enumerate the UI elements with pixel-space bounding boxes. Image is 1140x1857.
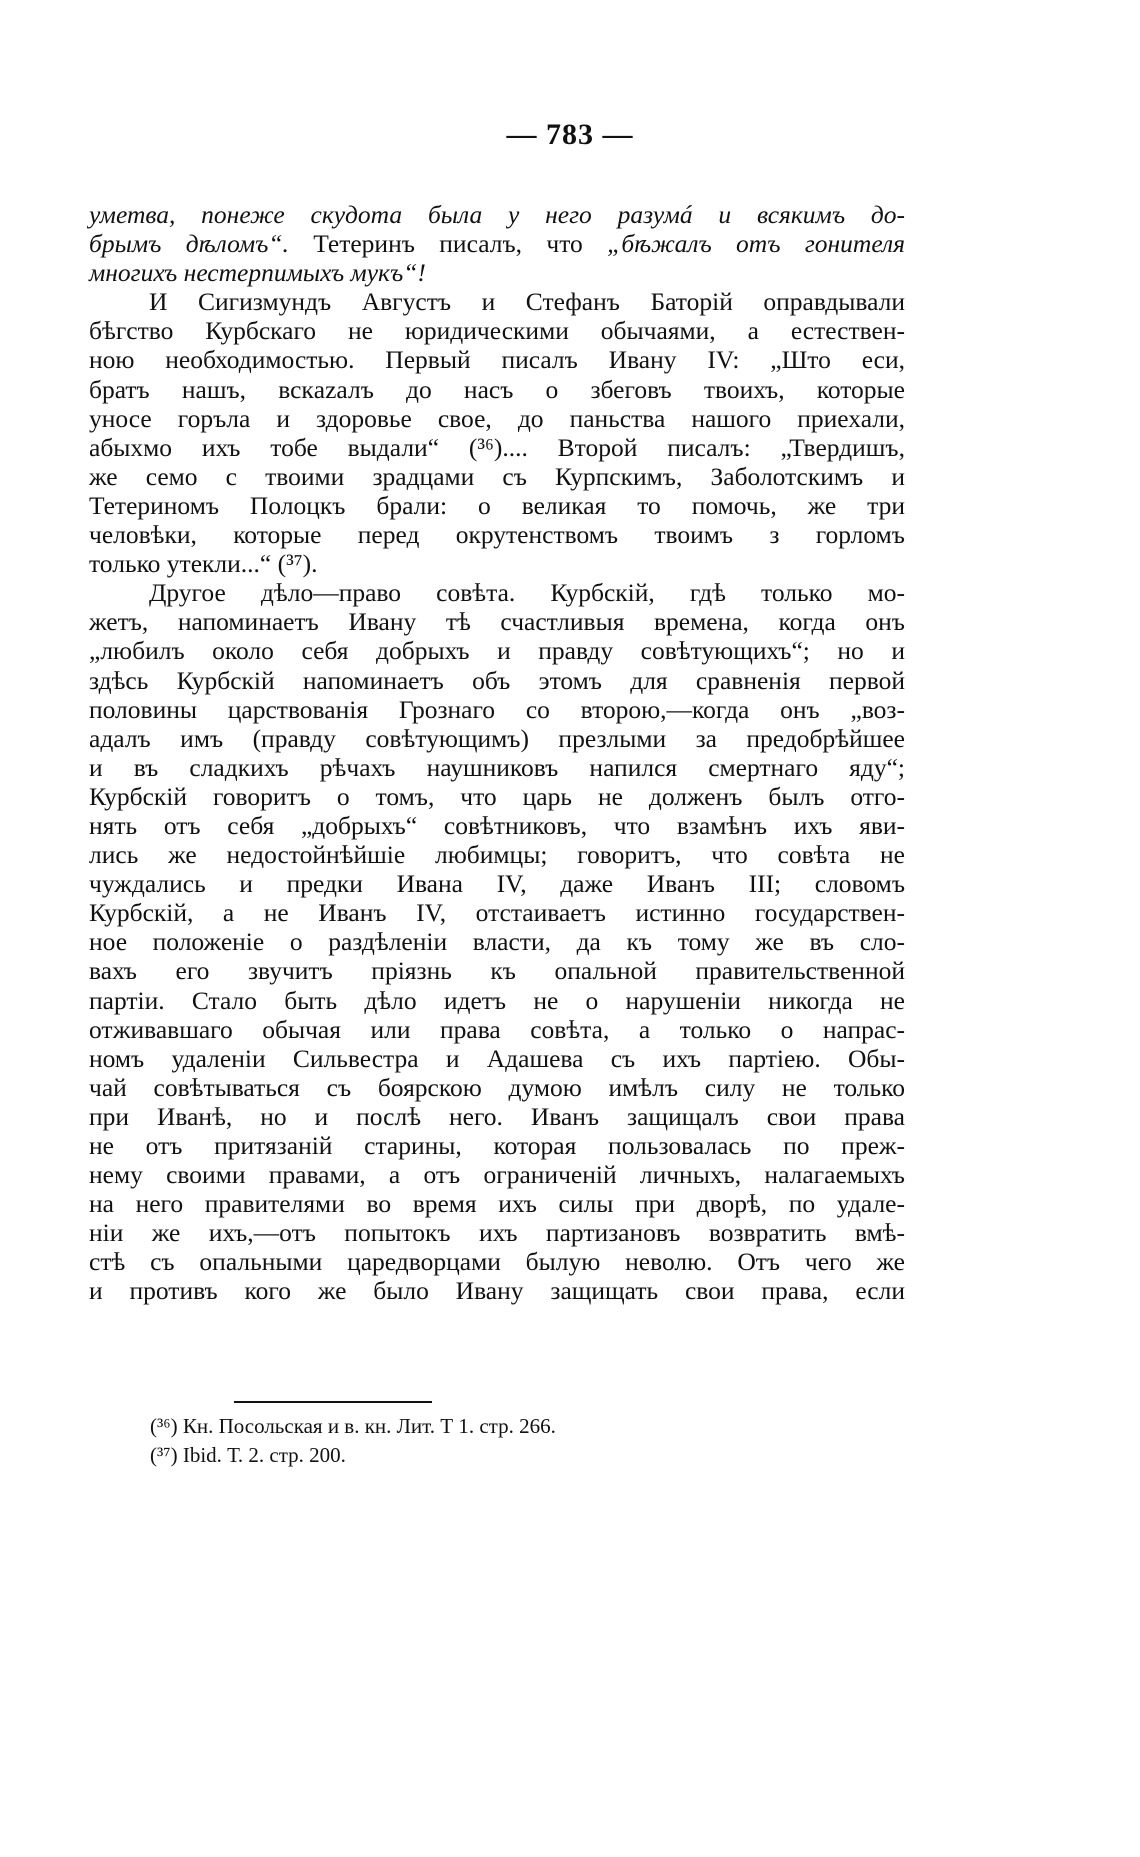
text-line: чуждались и предки Ивана IV, даже Иванъ III; словомъ xyxy=(89,869,905,899)
text-line: нему своими правами, а отъ ограниченій личныхъ, налагаемыхъ xyxy=(89,1160,905,1190)
text-line: на него правителями во время ихъ силы при дворѣ, по удале- xyxy=(89,1189,905,1219)
text-line: Другое дѣло—право совѣта. Курбскій, гдѣ только мо- xyxy=(149,578,905,608)
page-number: — 783 — xyxy=(506,118,634,151)
text-line: Тетериномъ Полоцкъ брали: о великая то помочь, же три xyxy=(89,490,905,520)
text-line: при Иванѣ, но и послѣ него. Иванъ защищалъ свои права xyxy=(89,1101,905,1131)
text-line: братъ нашъ, вскazалъ до насъ о збеговъ твоихъ, которые xyxy=(89,374,905,404)
text-line: и въ сладкихъ рѣчахъ наушниковъ напился смертнаго яду“; xyxy=(89,752,905,782)
footnotes xyxy=(150,1412,850,1470)
text-line: чай совѣтываться съ боярскою думою имѣлъ силу не только xyxy=(89,1072,905,1102)
text-line: И Сигизмундъ Августъ и Стефанъ Баторій оправдывали xyxy=(149,287,905,317)
text-line: Курбскій, а не Иванъ IV, отстаиваетъ истинно государствен- xyxy=(89,898,905,928)
text-line: же семо с твоими зрадцами съ Курпскимъ, Заболотскимъ и xyxy=(89,461,905,491)
text-line: только утекли...“ (³⁷). xyxy=(89,549,318,579)
text-line: отживавшаго обычая или права совѣта, а только о напрас- xyxy=(89,1014,905,1044)
footnote-37: (³⁷) Ibid. Т. 2. стр. 200. xyxy=(150,1443,346,1467)
text-line: адалъ имъ (правду совѣтующимъ) презлыми за предобрѣйшее xyxy=(89,723,905,753)
text-line: номъ удаленіи Сильвестра и Адашева съ ихъ партіею. Обы- xyxy=(89,1043,905,1073)
text-segment: Тетеринъ писалъ, что xyxy=(313,229,608,259)
text-line: „любилъ около себя добрыхъ и правду совѣтующихъ“; но и xyxy=(89,636,905,666)
text-line: лись же недостойнѣйшіе любимцы; говоритъ, что совѣта не xyxy=(89,840,905,870)
text-line: жетъ, напоминаетъ Ивану тѣ счастливыя времена, когда онъ xyxy=(89,607,905,637)
text-line: и противъ кого же было Ивану защищать свои права, если xyxy=(89,1276,905,1306)
text-line: ніи же ихъ,—отъ попытокъ ихъ партизановъ возвратить вмѣ- xyxy=(89,1218,905,1248)
text-line: ною необходимостью. Первый писалъ Ивану IV: „Што еси, xyxy=(89,345,905,375)
text-line: абыхмо ихъ тобе выдали“ (³⁶).... Второй писалъ: „Твердишъ, xyxy=(89,432,905,462)
text-line: бѣгство Курбскаго не юридическими обычаями, а естествен- xyxy=(89,316,905,346)
text-line: уметва, понеже скудота была у него разумá и всякимъ до- xyxy=(89,200,905,229)
text-segment: брымъ дѣломъ“. xyxy=(89,229,314,259)
text-line: уносе горъла и здоровье свое, до паньства нашого приехали, xyxy=(89,403,905,433)
text-line: партіи. Стало быть дѣло идетъ не о нарушеніи никогда не xyxy=(89,985,905,1015)
text-line: половины царствованія Грознаго со второю,—когда онъ „воз- xyxy=(89,694,905,724)
body-text xyxy=(89,200,905,1306)
text-line: многихъ нестерпимыхъ мукъ“! xyxy=(89,258,426,288)
text-segment: „бѣжалъ отъ гонителя xyxy=(607,229,905,259)
text-line: не отъ притязаній старины, которая пользовалась по преж- xyxy=(89,1131,905,1160)
text-line: стѣ съ опальными царедворцами былую неволю. Отъ чего же xyxy=(89,1247,905,1277)
text-line: вахъ его звучитъ пріязнь къ опальной правительственной xyxy=(89,956,905,986)
footnote-separator xyxy=(234,1401,432,1403)
text-line: здѣсь Курбскій напоминаетъ объ этомъ для сравненія первой xyxy=(89,665,905,695)
text-line: ное положеніе о раздѣленіи власти, да къ тому же въ сло- xyxy=(89,927,905,957)
text-line: Курбскій говоритъ о томъ, что царь не долженъ былъ отго- xyxy=(89,781,905,811)
footnote-36: (³⁶) Кн. Посольская и в. кн. Лит. Т 1. стр. 266. xyxy=(150,1414,556,1438)
text-line xyxy=(89,229,905,258)
text-line: человѣки, которые перед окрутенствомъ твоимъ з горломъ xyxy=(89,520,905,550)
text-line: нять отъ себя „добрыхъ“ совѣтниковъ, что взамѣнъ ихъ яви- xyxy=(89,810,905,840)
